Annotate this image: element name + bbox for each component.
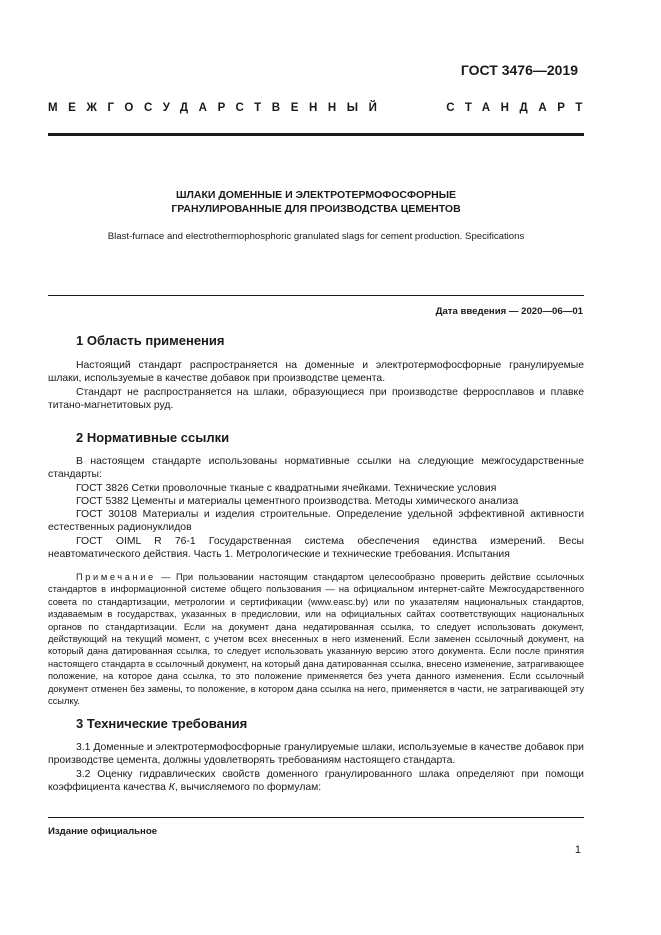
- reference-item: ГОСТ OIML R 76-1 Государственная система обеспечения единства измерений. Весы неавтоматического действия. Часть 1. Метрологические и технические требования. Испытания: [48, 535, 584, 561]
- english-title: Blast-furnace and electrothermophosphoric granulated slags for cement production. Specifications: [107, 231, 525, 242]
- document-code: ГОСТ 3476—2019: [460, 62, 578, 78]
- references-note: [48, 571, 584, 707]
- quality-coefficient-symbol: К: [168, 781, 175, 793]
- title-line-2: ГРАНУЛИРОВАННЫЕ ДЛЯ ПРОИЗВОДСТВА ЦЕМЕНТОВ: [171, 203, 461, 215]
- section-1-paragraph-1: Настоящий стандарт распространяется на доменные и электротермофосфорные гранулируемые шлаки, используемые в качестве добавок при производстве цемента.: [48, 360, 584, 385]
- section-3-body: [48, 741, 584, 794]
- note-text: — При пользовании настоящим стандартом целесообразно проверить действие ссылочных стандартов в информационной системе общего пользования — на официальном интернет-сайте Межгосударственного совета по стандартизации, метрологии и сертификации (www.easc.by) или по указателям национальных стандартов, издаваемым в государствах, указанных в предисловии, или на официальных сайтах соответствующих национальных органов по стандартизации. Если на документ дана недатированная ссылка, то следует использовать документ, действующий на текущий момент, с учетом всех внесенных в него изменений. Если заменен ссылочный документ, на который дана датированная ссылка, то следует использовать указанную версию этого документа. Если после принятия настоящего стандарта в ссылочный документ, на который дана датированная ссылка, внесено изменение, затрагивающее положение, на которое дана ссылка, то это положение применяется без учета данного изменения. Если ссылочный документ отменен без замены, то положение, в котором дана ссылка на него, применяется в части, не затрагивающей эту ссылку.: [48, 572, 584, 707]
- section-1-heading: 1 Область применения: [76, 333, 225, 348]
- title-line-1: ШЛАКИ ДОМЕННЫЕ И ЭЛЕКТРОТЕРМОФОСФОРНЫЕ: [175, 189, 457, 201]
- section-1-body: [48, 359, 584, 412]
- section-3-heading: 3 Технические требования: [76, 716, 248, 731]
- official-edition-label: Издание официальное: [48, 826, 158, 837]
- banner-right-word: СТАНДАРТ: [446, 102, 593, 114]
- document-title: [48, 188, 584, 216]
- section-3-paragraph-1: 3.1 Доменные и электротермофосфорные гранулируемые шлаки, используемые в качестве добавок при производстве цемента, должны удовлетворять требованиям настоящего стандарта.: [48, 742, 584, 767]
- header-rule: [48, 133, 584, 136]
- footer-rule: [48, 817, 584, 818]
- section-1-paragraph-2: Стандарт не распространяется на шлаки, образующиеся при производстве ферросплавов и плавке титано-магнетитовых руд.: [48, 386, 584, 411]
- page-number: 1: [574, 844, 581, 856]
- section-2-heading: 2 Нормативные ссылки: [76, 430, 230, 445]
- p2-start: 3.2 Оценку гидравлических свойств доменного гранулированного шлака определяют при помощи коэффициента качества: [48, 768, 584, 793]
- section-3-paragraph-2: [48, 768, 584, 795]
- reference-item: ГОСТ 30108 Материалы и изделия строительные. Определение удельной эффективной активности естественных радионуклидов: [48, 509, 584, 534]
- title-rule: [48, 295, 584, 296]
- reference-item: ГОСТ 5382 Цементы и материалы цементного производства. Методы химического анализа: [76, 495, 519, 507]
- section-2-intro: В настоящем стандарте использованы нормативные ссылки на следующие межгосударственные стандарты:: [48, 456, 584, 481]
- banner-left-word: МЕЖГОСУДАРСТВЕННЫЙ: [48, 102, 388, 114]
- reference-item: ГОСТ 3826 Сетки проволочные тканые с квадратными ячейками. Технические условия: [76, 482, 497, 494]
- section-2-body: [48, 455, 584, 561]
- p2-end: , вычисляемого по формулам:: [174, 781, 322, 793]
- note-label: Примечание: [76, 572, 156, 582]
- introduction-date: Дата введения — 2020—06—01: [435, 306, 583, 317]
